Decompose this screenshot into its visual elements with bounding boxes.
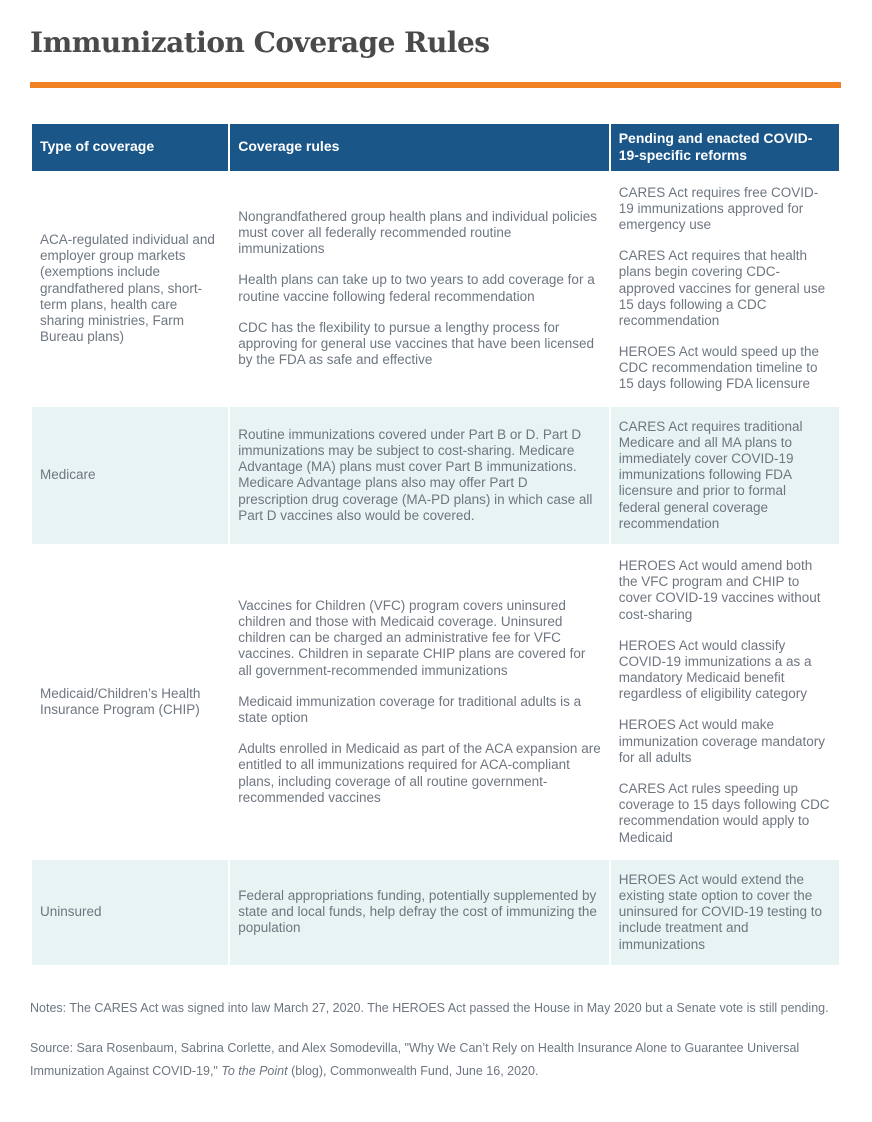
table-row-medicare (32, 407, 839, 544)
notes-text: Notes: The CARES Act was signed into law March 27, 2020. The HEROES Act passed the House in May 2020 but a Senate vote is still pending. (30, 1000, 829, 1015)
coverage-type-cell (32, 860, 228, 965)
source-suffix: (blog), Commonwealth Fund, June 16, 2020. (287, 1063, 539, 1078)
coverage-table (30, 122, 841, 967)
source-prefix: Source: Sara Rosenbaum, Sabrina Corlette, and Alex Somodevilla, "Why We Can’t Rely on Health Insurance Alone to Guarantee Universal Immunization Against COVID-19," (30, 1041, 800, 1078)
table-body (32, 173, 839, 965)
reform-paragraph: HEROES Act would classify COVID-19 immunizations a as a mandatory Medicaid benefit regardless of eligibility category (618, 637, 812, 702)
reform-paragraph: CARES Act requires that health plans begin covering CDC-approved vaccines for general use 15 days following a CDC recommendation (618, 248, 826, 328)
header-row (32, 124, 839, 171)
page-title: Immunization Coverage Rules (30, 26, 490, 59)
rule-paragraph: Federal appropriations funding, potentially supplemented by state and local funds, help defray the cost of immunizing the population (238, 887, 597, 936)
reform-paragraph: HEROES Act would extend the existing state option to cover the uninsured for COVID-19 testing to include treatment and immunizations (618, 871, 823, 952)
rule-paragraph: Vaccines for Children (VFC) program covers uninsured children and those with Medicaid coverage. Uninsured children can be charged an administrative fee for VFC vaccines. Children in separate CHIP plans are covered for all government-recommended immunizations (238, 597, 586, 678)
reforms-cell (611, 860, 839, 965)
coverage-type-text: ACA-regulated individual and employer group markets (exemptions include grandfathered plans, short-term plans, health care sharing ministries, Farm Bureau plans) (40, 231, 215, 345)
reforms-cell (611, 173, 839, 405)
source-text (30, 1037, 841, 1082)
reforms-cell (611, 546, 839, 858)
table-row-uninsured (32, 860, 839, 965)
reform-paragraph: HEROES Act would amend both the VFC program and CHIP to cover COVID-19 vaccines without cost-sharing (618, 557, 821, 622)
reform-paragraph: CARES Act rules speeding up coverage to 15 days following CDC recommendation would apply to Medicaid (618, 781, 830, 845)
table-row-medicaid-chip (32, 546, 839, 858)
reform-paragraph: CARES Act requires traditional Medicare and all MA plans to immediately cover COVID-19 immunizations following FDA licensure and prior to formal federal general coverage recommendation (618, 418, 803, 531)
rule-paragraph: Routine immunizations covered under Part B or D. Part D immunizations may be subject to cost-sharing. Medicare Advantage (MA) plans must cover Part B immunizations. Medicare Advantage plans also may offer Part D prescription drug coverage (MA-PD plans) in which case all Part D vaccines also would be covered. (238, 426, 593, 523)
table-row-aca (32, 173, 839, 405)
coverage-type-text: Medicaid/Children’s Health Insurance Program (CHIP) (40, 685, 201, 717)
coverage-type-cell (32, 546, 228, 858)
coverage-type-cell (32, 173, 228, 405)
coverage-rules-cell (230, 860, 608, 965)
rule-paragraph: Medicaid immunization coverage for traditional adults is a state option (238, 693, 582, 725)
coverage-type-cell (32, 407, 228, 544)
coverage-rules-cell (230, 546, 608, 858)
rule-paragraph: Nongrandfathered group health plans and individual policies must cover all federally recommended routine immunizations (238, 208, 597, 257)
coverage-rules-cell (230, 173, 608, 405)
rule-paragraph: CDC has the flexibility to pursue a lengthy process for approving for general use vaccines that have been licensed by the FDA as safe and effective (238, 319, 594, 368)
coverage-rules-cell (230, 407, 608, 544)
table-header (32, 124, 839, 171)
reforms-cell (611, 407, 839, 544)
reform-paragraph: HEROES Act would make immunization coverage mandatory for all adults (618, 717, 826, 765)
reform-paragraph: HEROES Act would speed up the CDC recommendation timeline to 15 days following FDA licensure (618, 344, 820, 392)
rule-paragraph: Health plans can take up to two years to add coverage for a routine vaccine following federal recommendation (238, 272, 595, 304)
column-header-coverage-rules: Coverage rules (230, 124, 608, 171)
accent-divider (30, 82, 841, 88)
reform-paragraph: CARES Act requires free COVID-19 immunizations approved for emergency use (618, 184, 819, 232)
column-header-type-of-coverage: Type of coverage (32, 124, 228, 171)
column-header-covid-reforms: Pending and enacted COVID-19-specific reforms (611, 124, 839, 171)
source-publication-italic: To the Point (221, 1063, 288, 1078)
coverage-type-text: Uninsured (40, 904, 102, 920)
rule-paragraph: Adults enrolled in Medicaid as part of the ACA expansion are entitled to all immunizations required for ACA-compliant plans, including coverage of all routine government-recommended vaccines (238, 741, 601, 805)
coverage-type-text: Medicare (40, 467, 96, 483)
